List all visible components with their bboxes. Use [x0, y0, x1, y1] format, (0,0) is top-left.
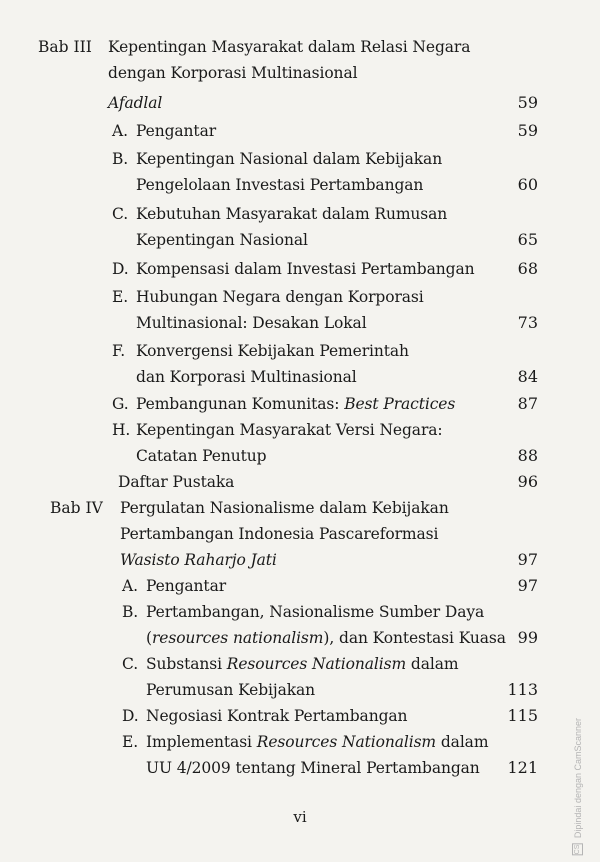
page-number: 99	[517, 628, 538, 647]
chapter-author: Afadlal	[108, 94, 163, 112]
section-title-cont: Multinasional: Desakan Lokal	[136, 314, 367, 332]
section-entry	[122, 573, 226, 599]
page-number: 87	[517, 394, 538, 413]
page-number: 96	[517, 472, 538, 491]
watermark-text: Dipindai dengan CamScanner	[573, 717, 583, 838]
page-number: 88	[517, 446, 538, 465]
section-entry	[122, 651, 458, 677]
section-title-suffix: dalam	[406, 655, 459, 673]
chapter-author: Wasisto Raharjo Jati	[120, 551, 277, 569]
bibliography-entry: Daftar Pustaka	[118, 473, 235, 491]
chapter-title-line: Kepentingan Masyarakat dalam Relasi Negara	[108, 38, 471, 56]
section-title-suffix: dalam	[436, 733, 489, 751]
section-letter: A.	[112, 122, 128, 140]
page-number: 97	[517, 576, 538, 595]
section-title-italic: resources nationalism	[151, 629, 324, 647]
page-number: 97	[517, 550, 538, 569]
section-entry	[112, 417, 443, 443]
page-number: 115	[507, 706, 538, 725]
section-letter: A.	[122, 577, 138, 595]
section-letter: B.	[112, 150, 129, 168]
section-letter: G.	[112, 395, 129, 413]
scanner-watermark	[568, 705, 588, 855]
section-letter: F.	[112, 342, 126, 360]
section-title: Kepentingan Nasional dalam Kebijakan	[136, 150, 443, 168]
footer-page-number: vi	[293, 808, 307, 826]
chapter-label: Bab IV	[50, 499, 103, 517]
page-number: 59	[517, 121, 538, 140]
section-entry	[112, 391, 455, 417]
section-title-cont: Pengelolaan Investasi Pertambangan	[136, 176, 424, 194]
chapter-title-line: Pergulatan Nasionalisme dalam Kebijakan	[120, 499, 449, 517]
section-title: Implementasi	[146, 733, 257, 751]
section-title-cont	[146, 625, 506, 651]
paren-open: (	[146, 629, 152, 647]
page-number: 121	[507, 758, 538, 777]
section-title-cont: Perumusan Kebijakan	[146, 681, 316, 699]
section-title: Pertambangan, Nasionalisme Sumber Daya	[146, 603, 485, 621]
section-entry	[112, 256, 474, 282]
section-title-rest: ), dan Kontestasi Kuasa	[323, 629, 506, 647]
section-title: Konvergensi Kebijakan Pemerintah	[136, 342, 409, 360]
chapter-title-line: dengan Korporasi Multinasional	[108, 64, 358, 82]
section-entry	[122, 729, 488, 755]
page-number: 65	[517, 230, 538, 249]
section-title: Substansi	[146, 655, 227, 673]
section-letter: H.	[112, 421, 131, 439]
page-number: 84	[517, 367, 538, 386]
section-title: Pengantar	[136, 122, 217, 140]
section-letter: C.	[112, 205, 129, 223]
section-title: Kebutuhan Masyarakat dalam Rumusan	[136, 205, 448, 223]
section-letter: D.	[122, 707, 139, 725]
section-letter: C.	[122, 655, 139, 673]
section-entry	[112, 146, 442, 172]
section-title-cont: dan Korporasi Multinasional	[136, 368, 357, 386]
section-title-cont: Catatan Penutup	[136, 447, 267, 465]
section-title: Kepentingan Masyarakat Versi Negara:	[136, 421, 443, 439]
section-title: Hubungan Negara dengan Korporasi	[136, 288, 424, 306]
section-title: Pengantar	[146, 577, 227, 595]
section-letter: E.	[122, 733, 139, 751]
section-title-italic: Resources Nationalism	[256, 733, 437, 751]
section-letter: B.	[122, 603, 139, 621]
section-title-cont: Kepentingan Nasional	[136, 231, 308, 249]
section-letter: E.	[112, 288, 129, 306]
page-number: 59	[517, 93, 538, 112]
section-letter: D.	[112, 260, 129, 278]
page-number: 60	[517, 175, 538, 194]
section-title-italic: Resources Nationalism	[226, 655, 407, 673]
page-number: 113	[507, 680, 538, 699]
section-title: Negosiasi Kontrak Pertambangan	[146, 707, 408, 725]
section-title: Pembangunan Komunitas:	[136, 395, 345, 413]
section-entry	[112, 201, 447, 227]
section-entry	[112, 118, 216, 144]
chapter-title-line: Pertambangan Indonesia Pascareformasi	[120, 525, 439, 543]
chapter-label: Bab III	[38, 38, 92, 56]
page-number: 73	[517, 313, 538, 332]
section-entry	[112, 338, 409, 364]
section-title: Kompensasi dalam Investasi Pertambangan	[136, 260, 475, 278]
section-entry	[112, 284, 424, 310]
page-number: 68	[517, 259, 538, 278]
camscanner-logo-icon: CS	[574, 844, 581, 854]
section-entry	[122, 599, 484, 625]
section-title-cont: UU 4/2009 tentang Mineral Pertambangan	[146, 759, 480, 777]
section-entry	[122, 703, 407, 729]
section-title-italic: Best Practices	[344, 395, 456, 413]
